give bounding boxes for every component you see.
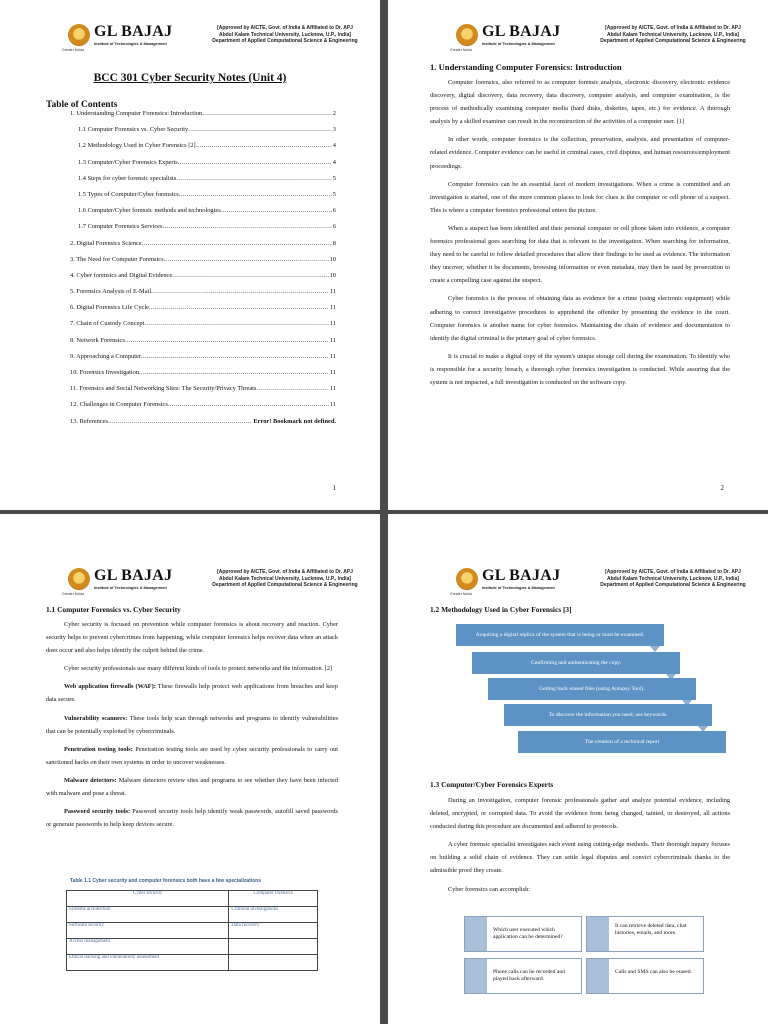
table-cell [229,955,318,971]
methodology-step-1 [456,624,664,646]
toc-entry-title: 2. Digital Forensics Science [70,239,142,247]
page-number: 1 [332,484,336,492]
toc-entry-title: 1.3 Computer/Cyber Forensics Experts [78,158,178,166]
toc-leader-dots [164,256,329,263]
paragraph-text: Cyber security professionals use many different kinds of tools to protect networks and the information. [2] [64,665,333,673]
toc-entry-title: 1.2 Methodology Used in Cyber Forensics [2] [78,142,196,150]
page-3 [0,514,380,1024]
paragraph [46,774,338,800]
toc-leader-dots [178,159,332,166]
toc-entry-title: 7. Chain of Custody Concept [70,320,145,328]
department-line: Department of Applied Computational Science & Engineering [600,582,746,589]
table-cell: Access management [67,939,229,955]
toc-entry-title: 1.5 Types of Computer/Cyber forensics [78,190,179,198]
toc-leader-dots [221,207,332,214]
paragraph [46,618,338,657]
paragraph-text: Penetration testing tools are used by cyber security professionals to carry out sanctioned hacks on their own systems in order to uncover weaknesses. [46,745,338,766]
table-cell: Criminal investigations [229,907,318,923]
brand-subtitle: Institute of Technologies & Management [94,586,167,590]
capability-box [464,916,582,952]
toc-entry-page: Error! Bookmark not defined. [253,417,336,425]
toc-entry-page: 5 [332,174,336,182]
toc-entry-title: 6. Digital Forensics Life Cycle [70,304,149,312]
toc-leader-dots [144,320,328,327]
toc-entry[interactable] [70,110,336,126]
capability-text: Calls and SMS can also be erased. [615,969,692,975]
toc-entry-title: 1. Understanding Computer Forensics: Introduction [70,110,203,117]
toc-entry[interactable] [70,126,336,142]
table-row [67,955,318,971]
section-heading: 1.3 Computer/Cyber Forensics Experts [430,780,554,789]
capability-box [464,958,582,994]
brand-name: GL BAJAJ [94,567,173,584]
toc-entry-page: 10 [329,271,336,279]
paragraph-text: Cyber security is focused on prevention while computer forensics is about recovery and reaction. Cyber security helps to prevent cybercrimes from happening, while computer forensics helps recover data when an attack does occur and also helps identify the culprit behind the crime. [46,621,338,655]
paragraph: A cyber forensic specialist investigates each event using cutting-edge methods. Their thorough inquiry focuses on building a solid chain of evidence. They can settle legal disputes and convict cybercriminals thanks to the admissible proof they create. [430,841,730,875]
toc-leader-dots [196,142,332,149]
accent-bar [465,917,487,951]
toc-entry-title: 1.4 Steps for cyber forensic specialists [78,174,177,182]
toc-leader-dots [108,418,252,425]
paragraph: When a suspect has been identified and their personal computer or cell phone taken into evidence, a computer forensics professional goes searching for data that is relevant to the investigation. When searching for information, they need to be careful to follow detailed procedures that allow their findings to be used as evidence. The information they uncover, whether it be documents, browsing information or even metadata, may then be used by prosecution to create a compelling case against the suspect. [430,224,730,285]
accent-bar [465,959,487,993]
step-label: To discover the information you need, use keywords. [548,711,668,718]
paragraph-lead: Password security tools: [64,808,131,816]
toc-leader-dots [149,304,329,311]
paragraph-lead: Malware detectors: [64,776,117,784]
paragraph: It is crucial to make a digital copy of the system's unique storage cell during the examination. To identify who is responsible for a security breach, a thorough cyber forensics investigation is conducted. While assuring that the system is not impacted, a full investigation is conducted on the software copy. [430,352,730,386]
toc-entry[interactable] [70,142,336,158]
department-line: Department of Applied Computational Science & Engineering [212,38,358,45]
toc-entry-page: 11 [329,385,336,393]
toc-entry-page: 8 [332,239,336,247]
toc-entry-page: 2 [332,110,336,117]
toc-entry-page: 11 [329,401,336,409]
brand-subtitle: Institute of Technologies & Management [482,42,555,46]
page-2 [388,0,768,510]
college-logo-icon [456,24,478,46]
toc-entry-page: 5 [332,190,336,198]
step-label: Confirming and authenticating the copy. [530,659,622,666]
table-cell [229,939,318,955]
table-of-contents [70,110,336,434]
table-header-row [67,891,318,907]
paragraph [46,743,338,769]
toc-leader-dots [172,272,328,279]
capability-text: It can retrieve deleted data, chat histories, emails, and more. [615,923,687,936]
affiliation-text [588,569,758,589]
toc-entry-title: 11. Forensics and Social Networking Sites: The Security/Privacy Threats [70,385,257,393]
step-label: The creation of a technical report [584,738,660,745]
table-caption: Table 1.1 Cyber security and computer forensics both have a few specializations [70,878,262,884]
toc-entry-title: 1.6 Computer/Cyber forensic methods and technologies [78,207,221,215]
paragraph: Cyber forensics is the process of obtaining data as evidence for a crime (using electronic equipment) while adhering to correct investigative procedures to apprehend the offender by presenting the evidence to the court. Computer forensics is another name for cyber forensics. Maintaining the chain of evidence and documentation to identify the digital criminal is the primary goal of cyber forensics. [430,295,730,342]
methodology-step-5 [518,731,726,753]
paragraph-text: Password security tools help identify weak passwords, autofill saved passwords or generate passwords to help keep devices secure. [46,808,339,829]
toc-leader-dots [176,175,331,182]
methodology-step-3 [488,678,696,700]
methodology-step-4 [504,704,712,726]
specializations-table [66,890,318,971]
toc-leader-dots [142,240,332,247]
toc-entry-page: 6 [332,207,336,215]
toc-entry-title: 1.1 Computer Forensics vs. Cyber Security [78,126,189,134]
toc-entry[interactable] [70,191,336,207]
paragraph-text: Malware detectors review sites and programs to see whether they have been infected with malware and pose a threat. [46,776,338,798]
toc-entry[interactable] [70,159,336,175]
table-cell: Software security [67,923,229,939]
capability-box [586,958,704,994]
paragraph [46,662,338,675]
brand-name: GL BAJAJ [482,23,561,40]
toc-leader-dots [125,337,329,344]
toc-entry[interactable] [70,304,336,320]
toc-entry-title: 12. Challenges in Computer Forensics [70,401,168,409]
paragraph: Cyber forensics can accomplish: [448,885,531,893]
capability-box [586,916,704,952]
letterhead [0,564,380,600]
affiliation-line-1: [Approved by AICTE, Govt. of India & Affiliated to Dr. APJ [217,25,353,31]
toc-leader-dots [202,110,332,117]
paragraph: Computer forensics, also referred to as computer forensic analysis, electronic discovery, electronic evidence discovery, digital discovery, data recovery, data discovery, computer analysis, and computer examination, is the process of methodically examining computer media (hard disks, diskettes, tapes, etc.) for evidence. A thorough analysis by a skilled examiner can result in the reconstruction of the activities of a computer user. [1] [430,79,730,126]
toc-entry[interactable] [70,385,336,401]
logo-caption: Greater Noida [450,48,472,52]
toc-entry[interactable] [70,175,336,191]
toc-entry[interactable] [70,207,336,223]
toc-leader-dots [168,401,329,408]
toc-entry-page: 4 [332,142,336,150]
table-cell: Data recovery [229,923,318,939]
affiliation-line-1: [Approved by AICTE, Govt. of India & Affiliated to Dr. APJ [217,569,353,575]
column-header: Cyber security [67,891,229,907]
toc-entry-page: 11 [329,320,336,328]
page-number: 2 [720,484,724,492]
toc-entry-page: 11 [329,304,336,312]
toc-entry[interactable] [70,401,336,417]
toc-entry-page: 11 [329,369,336,376]
table-cell: Systems architecture [67,907,229,923]
brand-subtitle: Institute of Technologies & Management [482,586,555,590]
affiliation-line-2: Abdul Kalam Technical University, Lucknow, U.P., India] [606,31,740,38]
toc-entry-title: 5. Forensics Analysis of E-Mail [70,288,152,296]
step-label: Acquiring a digital replica of the system that is being or must be examined. [475,631,645,638]
toc-leader-dots [141,353,329,360]
capability-text: Phone calls can be recorded and played back afterward. [493,969,565,982]
paragraph: Computer forensics can be an essential facet of modern investigations. When a crime is committed and an investigation is started, one of the more common places to look for clues is the computer or cell phone of a suspect. This is where a computer forensics professional enters the picture. [430,180,730,214]
table-cell: Ethical hacking and vulnerability assessment [67,955,229,971]
capability-text: Which user executed which application can be determined? [493,927,563,940]
paragraph [46,712,338,738]
section-heading: 1.2 Methodology Used in Cyber Forensics [3] [430,605,572,614]
step-label: Getting back erased files (using Autopsy Tool). [539,685,645,692]
college-logo-icon [68,568,90,590]
section-body [46,618,338,836]
affiliation-text [200,25,370,45]
college-logo-icon [68,24,90,46]
toc-entry[interactable] [70,223,336,239]
toc-entry-title: 4. Cyber forensics and Digital Evidence [70,271,173,279]
paragraph [46,805,338,831]
toc-entry[interactable] [70,272,336,288]
affiliation-line-2: Abdul Kalam Technical University, Lucknow, U.P., India] [218,575,352,582]
toc-entry-page: 4 [332,158,336,166]
paragraph-text: These tools help scan through networks and programs to identify vulnerabilities that can be potentially exploited by cybercriminals. [46,714,338,735]
page-1 [0,0,380,510]
department-line: Department of Applied Computational Science & Engineering [212,582,358,589]
toc-entry[interactable] [70,240,336,256]
toc-leader-dots [188,126,332,133]
toc-entry-title: 13. References [70,417,108,425]
brand-subtitle: Institute of Technologies & Management [94,42,167,46]
section-heading: 1. Understanding Computer Forensics: Introduction [430,62,622,72]
brand-name: GL BAJAJ [482,567,561,584]
paragraph-text: These firewalls help protect web applications from breaches and keep data secure. [46,683,338,704]
toc-entry[interactable] [70,320,336,336]
toc-heading: Table of Contents [46,100,118,110]
toc-entry[interactable] [70,256,336,272]
section-heading: 1.1 Computer Forensics vs. Cyber Security [46,605,181,614]
affiliation-text [200,569,370,589]
toc-leader-dots [151,288,329,295]
brand-name: GL BAJAJ [94,23,173,40]
table-row [67,907,318,923]
affiliation-line-1: [Approved by AICTE, Govt. of India & Affiliated to Dr. APJ [605,25,741,31]
logo-caption: Greater Noida [62,592,84,596]
college-logo-icon [456,568,478,590]
department-line: Department of Applied Computational Science & Engineering [600,38,746,45]
affiliation-line-1: [Approved by AICTE, Govt. of India & Affiliated to Dr. APJ [605,569,741,575]
page-4 [388,514,768,1024]
affiliation-text [588,25,758,45]
toc-leader-dots [163,223,332,230]
document-title: BCC 301 Cyber Security Notes (Unit 4) [93,72,287,84]
paragraph: During an investigation, computer forensic professionals gather and analyze potential evidence, including deleted, encrypted, or corrupted data. To avoid the evidence from being changed, tainted, or destroyed, all actions conducted during this procedure are documented and adhered to protocols. [430,797,730,831]
toc-entry-title: 10. Forensics Investigation [70,369,140,376]
toc-entry[interactable] [70,288,336,304]
toc-entry-title: 1.7 Computer Forensics Services [78,223,163,231]
affiliation-line-2: Abdul Kalam Technical University, Lucknow, U.P., India] [218,31,352,38]
paragraph-lead: Penetration testing tools: [64,745,133,753]
section-body [430,794,730,901]
letterhead [388,20,768,56]
toc-entry-page: 6 [332,223,336,231]
toc-entry[interactable] [70,418,336,434]
toc-entry-title: 9. Approaching a Computer [70,352,141,360]
toc-entry[interactable] [70,337,336,353]
toc-leader-dots [139,369,329,376]
logo-caption: Greater Noida [450,592,472,596]
table-row [67,939,318,955]
toc-entry-page: 11 [329,288,336,296]
accent-bar [587,959,609,993]
toc-entry[interactable] [70,353,336,369]
affiliation-line-2: Abdul Kalam Technical University, Lucknow, U.P., India] [606,575,740,582]
accent-bar [587,917,609,951]
table-row [67,923,318,939]
toc-entry[interactable] [70,369,336,385]
methodology-step-2 [472,652,680,674]
toc-entry-title: 3. The Need for Computer Forensics [70,255,164,263]
toc-entry-title: 8. Network Forensics [70,336,125,344]
toc-entry-page: 11 [329,336,336,344]
section-body [430,76,730,394]
paragraph: In other words, computer forensics is the collection, preservation, analysis, and presentation of computer-related evidence. Computer evidence can be useful in criminal cases, civil disputes, and human resources/employment proceedings. [430,136,730,170]
letterhead [0,20,380,56]
toc-leader-dots [256,385,328,392]
paragraph-lead: Vulnerability scanners: [64,714,128,722]
paragraph-lead: Web application firewalls (WAF): [64,683,156,691]
toc-entry-page: 11 [329,352,336,360]
paragraph [46,680,338,706]
column-header: Computer forensics [229,891,318,907]
logo-caption: Greater Noida [62,48,84,52]
toc-entry-page: 3 [332,126,336,134]
toc-leader-dots [179,191,332,198]
toc-entry-page: 10 [329,255,336,263]
letterhead [388,564,768,600]
